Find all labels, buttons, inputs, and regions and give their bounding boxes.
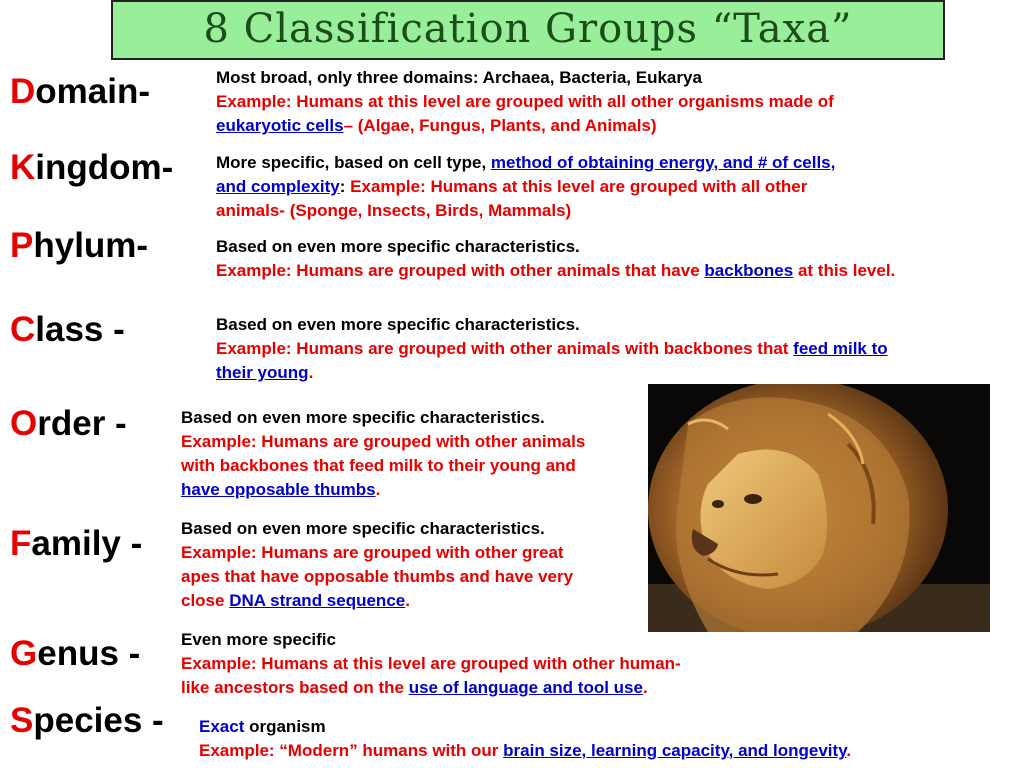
example-line: close xyxy=(181,591,230,610)
desc-line: Based on even more specific characteristics. xyxy=(216,237,580,256)
example-line: Example: Humans are grouped with other animals xyxy=(181,432,586,451)
desc-line: Even more specific xyxy=(181,630,336,649)
order-description xyxy=(181,406,585,502)
title-box xyxy=(111,0,945,60)
rank-initial: D xyxy=(10,72,36,111)
example-line: . xyxy=(375,480,381,499)
example-line: Example: “Modern” humans with our xyxy=(199,741,504,760)
rank-rest: amily - xyxy=(31,524,143,563)
example-line: animals- (Sponge, Insects, Birds, Mammals) xyxy=(216,201,572,220)
example-line: like ancestors based on the xyxy=(181,678,409,697)
example-line: . xyxy=(642,678,648,697)
rank-family xyxy=(10,524,142,564)
rank-species xyxy=(10,701,164,741)
example-line: Example: Humans at this level are grouped with other human- xyxy=(181,654,681,673)
rank-initial: K xyxy=(10,148,36,187)
link-method-of-energy[interactable]: method of obtaining energy, and # of cells, xyxy=(490,153,836,172)
rank-initial: G xyxy=(10,634,38,673)
example-line: . xyxy=(405,591,410,610)
genus-description xyxy=(181,628,681,700)
example-line: . xyxy=(846,741,852,760)
rank-initial: P xyxy=(10,226,34,265)
rank-initial: F xyxy=(10,524,32,563)
example-line: with backbones that feed milk to their young and xyxy=(181,456,576,475)
colon-text: : xyxy=(339,177,351,196)
rank-rest: enus - xyxy=(37,634,141,673)
desc-line: Based on even more specific characteristics. xyxy=(181,408,545,427)
domain-description xyxy=(216,66,834,138)
rank-kingdom xyxy=(10,148,173,188)
rank-order xyxy=(10,404,127,444)
rank-rest: omain- xyxy=(35,72,151,111)
lion-photo xyxy=(648,384,990,632)
class-description xyxy=(216,313,888,385)
rank-genus xyxy=(10,634,140,674)
desc-line: organism xyxy=(244,717,326,736)
link-language-tool-use[interactable]: use of language and tool use xyxy=(408,678,643,697)
rank-rest: hylum- xyxy=(33,226,149,265)
example-line: Example: Humans at this level are grouped with all other organisms made of xyxy=(216,92,834,111)
link-dna-strand[interactable]: DNA strand sequence xyxy=(229,591,406,610)
link-feed-milk[interactable]: feed milk to xyxy=(793,339,888,358)
link-complexity[interactable]: and complexity xyxy=(216,177,340,196)
link-opposable-thumbs[interactable]: have opposable thumbs xyxy=(181,480,376,499)
example-line: Example: Humans at this level are grouped with all other xyxy=(350,177,808,196)
family-description xyxy=(181,517,573,613)
rank-rest: rder - xyxy=(37,404,127,443)
kingdom-description xyxy=(216,151,835,223)
desc-line: Most broad, only three domains: Archaea, Bacteria, Eukarya xyxy=(216,68,702,87)
example-line: Example: Humans are grouped with other animals with backbones that xyxy=(216,339,794,358)
example-line: Example: Humans are grouped with other great xyxy=(181,543,564,562)
link-backbones[interactable]: backbones xyxy=(704,261,794,280)
slide-title: 8 Classification Groups “Taxa” xyxy=(203,6,853,52)
rank-phylum xyxy=(10,226,148,266)
example-line: – (Algae, Fungus, Plants, and Animals) xyxy=(343,116,657,135)
desc-line: Based on even more specific characteristics. xyxy=(216,315,580,334)
example-line: at this level. xyxy=(793,261,896,280)
rank-initial: O xyxy=(10,404,38,443)
desc-line: More specific, based on cell type, xyxy=(216,153,491,172)
desc-line: Based on even more specific characteristics. xyxy=(181,519,545,538)
rank-domain xyxy=(10,72,150,112)
example-line: Example: Humans are grouped with other animals that have xyxy=(216,261,705,280)
species-description xyxy=(199,715,851,763)
link-their-young[interactable]: their young xyxy=(216,363,309,382)
rank-initial: S xyxy=(10,701,34,740)
example-line: apes that have opposable thumbs and have very xyxy=(181,567,574,586)
link-eukaryotic-cells[interactable]: eukaryotic cells xyxy=(216,116,344,135)
rank-rest: pecies - xyxy=(33,701,164,740)
rank-rest: ingdom- xyxy=(35,148,174,187)
rank-initial: C xyxy=(10,310,36,349)
rank-rest: lass - xyxy=(35,310,125,349)
rank-class xyxy=(10,310,125,350)
link-brain-size[interactable]: brain size, learning capacity, and longevity xyxy=(503,741,847,760)
example-line: . xyxy=(308,363,314,382)
exact-word: Exact xyxy=(199,717,245,736)
phylum-description xyxy=(216,235,895,283)
